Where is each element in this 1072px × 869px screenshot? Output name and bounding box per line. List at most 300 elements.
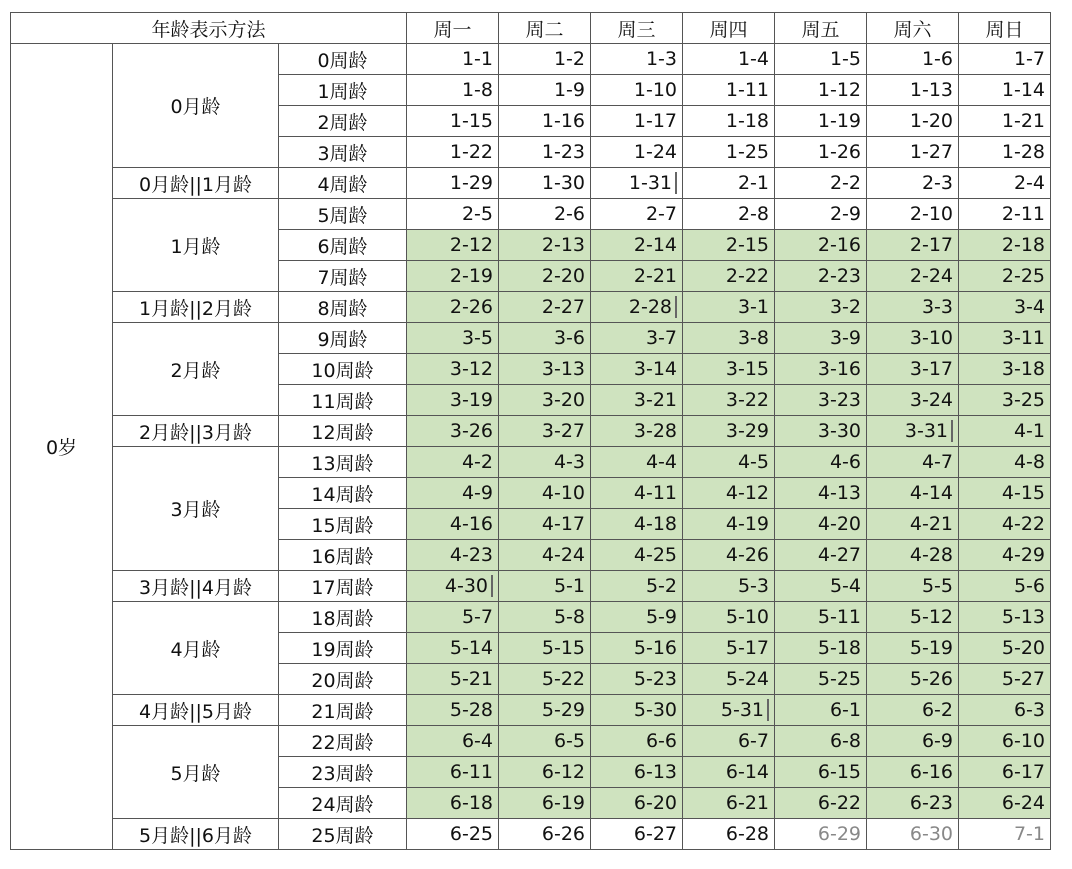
date-cell xyxy=(591,323,683,354)
date-text: 6-10 xyxy=(1001,730,1045,752)
date-cell xyxy=(591,819,683,850)
date-text: 6-6 xyxy=(645,730,677,752)
date-cell xyxy=(867,602,959,633)
date-cell xyxy=(499,571,591,602)
date-cell xyxy=(499,106,591,137)
week-age-cell: 0周龄 xyxy=(279,44,407,75)
date-cell xyxy=(959,385,1051,416)
date-text: 4-9 xyxy=(461,482,493,504)
date-cell xyxy=(683,602,775,633)
date-cell xyxy=(407,44,499,75)
date-cell xyxy=(959,664,1051,695)
date-cell xyxy=(499,602,591,633)
date-cell xyxy=(959,602,1051,633)
date-text: 1-8 xyxy=(461,79,493,101)
date-text: 3-28 xyxy=(633,420,677,442)
date-cell xyxy=(499,695,591,726)
date-text: 3-24 xyxy=(909,389,953,411)
date-text: 1-29 xyxy=(449,172,493,194)
date-cell xyxy=(683,695,775,726)
date-cell xyxy=(959,199,1051,230)
month-end-marker xyxy=(951,420,953,442)
date-text: 5-13 xyxy=(1001,606,1045,628)
date-text: 4-25 xyxy=(633,544,677,566)
date-text: 1-2 xyxy=(553,48,585,70)
date-cell xyxy=(407,416,499,447)
date-text: 4-30 xyxy=(444,574,488,597)
date-text: 3-23 xyxy=(817,389,861,411)
date-text: 4-12 xyxy=(725,482,769,504)
date-cell xyxy=(499,385,591,416)
date-cell xyxy=(867,416,959,447)
date-cell xyxy=(407,478,499,509)
date-text: 2-24 xyxy=(909,265,953,287)
date-cell xyxy=(407,137,499,168)
date-text: 4-28 xyxy=(909,544,953,566)
date-cell xyxy=(499,416,591,447)
date-text: 5-29 xyxy=(541,699,585,721)
date-text: 6-1 xyxy=(829,699,861,721)
date-text: 2-5 xyxy=(461,203,493,225)
date-cell xyxy=(591,354,683,385)
date-text: 5-24 xyxy=(725,668,769,690)
date-text: 5-7 xyxy=(461,606,493,628)
date-text: 5-6 xyxy=(1013,575,1045,597)
date-cell xyxy=(959,788,1051,819)
date-text: 4-10 xyxy=(541,482,585,504)
date-text: 3-30 xyxy=(817,420,861,442)
table-body xyxy=(11,13,1051,850)
date-cell xyxy=(591,695,683,726)
date-cell xyxy=(591,571,683,602)
date-text: 2-16 xyxy=(817,234,861,256)
month-age-cell: 1月龄 xyxy=(113,199,279,292)
date-cell xyxy=(499,354,591,385)
date-text: 2-21 xyxy=(633,265,677,287)
date-text: 3-22 xyxy=(725,389,769,411)
date-text: 5-9 xyxy=(645,606,677,628)
date-text: 6-12 xyxy=(541,761,585,783)
date-cell xyxy=(683,323,775,354)
date-cell xyxy=(867,385,959,416)
date-cell xyxy=(959,323,1051,354)
week-age-cell: 15周龄 xyxy=(279,509,407,540)
week-age-cell: 12周龄 xyxy=(279,416,407,447)
date-cell xyxy=(407,633,499,664)
date-cell xyxy=(775,447,867,478)
date-text: 3-1 xyxy=(737,296,769,318)
date-cell xyxy=(775,726,867,757)
date-cell xyxy=(591,447,683,478)
week-age-cell: 4周龄 xyxy=(279,168,407,199)
date-text: 5-5 xyxy=(921,575,953,597)
week-age-cell: 17周龄 xyxy=(279,571,407,602)
date-text: 2-20 xyxy=(541,265,585,287)
date-text: 5-11 xyxy=(817,606,861,628)
date-text: 4-16 xyxy=(449,513,493,535)
date-text: 4-3 xyxy=(553,451,585,473)
date-text: 6-14 xyxy=(725,761,769,783)
date-text: 5-31 xyxy=(720,698,764,721)
date-cell xyxy=(775,168,867,199)
date-cell xyxy=(683,540,775,571)
date-cell xyxy=(407,757,499,788)
date-text: 4-26 xyxy=(725,544,769,566)
header-row xyxy=(11,13,1051,44)
date-text: 5-27 xyxy=(1001,668,1045,690)
date-text: 4-18 xyxy=(633,513,677,535)
date-text: 2-19 xyxy=(449,265,493,287)
date-cell xyxy=(407,788,499,819)
week-age-cell: 19周龄 xyxy=(279,633,407,664)
week-age-cell: 22周龄 xyxy=(279,726,407,757)
table-row xyxy=(11,44,1051,75)
week-age-cell: 8周龄 xyxy=(279,292,407,323)
date-text: 6-28 xyxy=(725,823,769,845)
date-cell xyxy=(683,385,775,416)
date-cell xyxy=(775,757,867,788)
date-text: 1-5 xyxy=(829,48,861,70)
date-cell xyxy=(775,354,867,385)
date-text: 4-14 xyxy=(909,482,953,504)
date-cell xyxy=(591,230,683,261)
month-age-cell: 2月龄||3月龄 xyxy=(113,416,279,447)
date-text: 1-18 xyxy=(725,110,769,132)
date-text: 5-22 xyxy=(541,668,585,690)
date-cell xyxy=(775,478,867,509)
week-age-cell: 13周龄 xyxy=(279,447,407,478)
date-cell xyxy=(591,540,683,571)
date-text: 4-19 xyxy=(725,513,769,535)
date-text: 3-26 xyxy=(449,420,493,442)
week-age-cell: 25周龄 xyxy=(279,819,407,850)
date-text: 3-27 xyxy=(541,420,585,442)
date-text: 3-9 xyxy=(829,327,861,349)
week-age-cell: 10周龄 xyxy=(279,354,407,385)
date-cell xyxy=(407,75,499,106)
date-cell xyxy=(499,788,591,819)
date-cell xyxy=(683,106,775,137)
date-text: 1-19 xyxy=(817,110,861,132)
date-cell xyxy=(591,509,683,540)
date-cell xyxy=(591,788,683,819)
table-row xyxy=(11,726,1051,757)
date-text: 6-23 xyxy=(909,792,953,814)
month-age-cell: 4月龄 xyxy=(113,602,279,695)
year-age-cell: 0岁 xyxy=(11,44,113,850)
date-text: 4-17 xyxy=(541,513,585,535)
date-text: 3-7 xyxy=(645,327,677,349)
date-cell xyxy=(959,695,1051,726)
date-cell xyxy=(959,633,1051,664)
date-text: 5-14 xyxy=(449,637,493,659)
date-cell xyxy=(775,230,867,261)
date-text: 1-7 xyxy=(1013,48,1045,70)
date-cell xyxy=(683,354,775,385)
date-cell xyxy=(407,385,499,416)
date-cell xyxy=(959,168,1051,199)
week-age-cell: 5周龄 xyxy=(279,199,407,230)
date-text: 3-4 xyxy=(1013,296,1045,318)
week-age-cell: 21周龄 xyxy=(279,695,407,726)
date-cell xyxy=(591,168,683,199)
date-text: 4-29 xyxy=(1001,544,1045,566)
date-cell xyxy=(959,292,1051,323)
date-text: 5-28 xyxy=(449,699,493,721)
month-age-cell: 5月龄 xyxy=(113,726,279,819)
date-cell xyxy=(407,261,499,292)
date-text: 1-30 xyxy=(541,172,585,194)
date-cell xyxy=(591,757,683,788)
date-text: 1-14 xyxy=(1001,79,1045,101)
table-row xyxy=(11,292,1051,323)
date-cell xyxy=(775,788,867,819)
date-text: 1-17 xyxy=(633,110,677,132)
date-text: 2-1 xyxy=(737,172,769,194)
date-text: 6-9 xyxy=(921,730,953,752)
date-cell xyxy=(867,106,959,137)
header-day-tue: 周二 xyxy=(499,13,591,44)
month-age-cell: 3月龄 xyxy=(113,447,279,571)
date-cell xyxy=(867,726,959,757)
date-text: 3-17 xyxy=(909,358,953,380)
date-text: 5-25 xyxy=(817,668,861,690)
table-row xyxy=(11,695,1051,726)
week-age-cell: 14周龄 xyxy=(279,478,407,509)
date-cell xyxy=(407,540,499,571)
date-text: 1-28 xyxy=(1001,141,1045,163)
date-cell xyxy=(499,292,591,323)
date-text: 2-25 xyxy=(1001,265,1045,287)
date-text: 5-26 xyxy=(909,668,953,690)
date-cell xyxy=(407,168,499,199)
date-text: 6-24 xyxy=(1001,792,1045,814)
date-text: 6-2 xyxy=(921,699,953,721)
date-text: 6-5 xyxy=(553,730,585,752)
date-text: 1-4 xyxy=(737,48,769,70)
date-text: 4-7 xyxy=(921,451,953,473)
table-row xyxy=(11,447,1051,478)
date-cell xyxy=(499,664,591,695)
week-age-cell: 6周龄 xyxy=(279,230,407,261)
date-cell xyxy=(499,540,591,571)
date-cell xyxy=(775,137,867,168)
date-cell xyxy=(499,726,591,757)
date-text: 2-2 xyxy=(829,172,861,194)
date-cell xyxy=(591,385,683,416)
date-text: 5-16 xyxy=(633,637,677,659)
header-day-sun: 周日 xyxy=(959,13,1051,44)
date-text: 6-22 xyxy=(817,792,861,814)
date-text: 4-2 xyxy=(461,451,493,473)
date-text: 1-21 xyxy=(1001,110,1045,132)
date-cell xyxy=(867,137,959,168)
date-text: 3-12 xyxy=(449,358,493,380)
month-age-cell: 2月龄 xyxy=(113,323,279,416)
date-text: 6-26 xyxy=(541,823,585,845)
date-cell xyxy=(499,261,591,292)
date-text: 3-13 xyxy=(541,358,585,380)
date-cell xyxy=(959,354,1051,385)
date-cell xyxy=(591,261,683,292)
date-text: 2-10 xyxy=(909,203,953,225)
date-text: 3-15 xyxy=(725,358,769,380)
date-cell xyxy=(591,199,683,230)
date-text: 3-25 xyxy=(1001,389,1045,411)
date-cell xyxy=(499,323,591,354)
date-cell xyxy=(683,788,775,819)
date-cell xyxy=(959,540,1051,571)
date-text: 5-30 xyxy=(633,699,677,721)
date-text: 6-21 xyxy=(725,792,769,814)
date-text: 6-17 xyxy=(1001,761,1045,783)
date-cell xyxy=(959,757,1051,788)
date-text: 1-10 xyxy=(633,79,677,101)
date-text: 5-23 xyxy=(633,668,677,690)
date-cell xyxy=(775,540,867,571)
month-age-cell: 0月龄 xyxy=(113,44,279,168)
date-cell xyxy=(407,323,499,354)
date-text: 2-23 xyxy=(817,265,861,287)
date-text: 6-8 xyxy=(829,730,861,752)
age-week-table xyxy=(10,12,1051,850)
date-cell xyxy=(683,509,775,540)
date-cell xyxy=(683,75,775,106)
date-text: 5-3 xyxy=(737,575,769,597)
date-cell xyxy=(867,261,959,292)
date-cell xyxy=(499,44,591,75)
header-day-wed: 周三 xyxy=(591,13,683,44)
date-cell xyxy=(499,819,591,850)
date-text: 1-1 xyxy=(461,48,493,70)
date-text: 4-8 xyxy=(1013,451,1045,473)
month-age-cell: 5月龄||6月龄 xyxy=(113,819,279,850)
date-text: 2-12 xyxy=(449,234,493,256)
date-cell xyxy=(959,819,1051,850)
date-cell xyxy=(683,819,775,850)
date-cell xyxy=(407,602,499,633)
date-cell xyxy=(499,757,591,788)
date-text: 3-20 xyxy=(541,389,585,411)
date-text: 2-22 xyxy=(725,265,769,287)
date-text: 2-4 xyxy=(1013,172,1045,194)
date-cell xyxy=(867,695,959,726)
date-cell xyxy=(867,633,959,664)
month-end-marker xyxy=(767,699,769,721)
date-cell xyxy=(867,509,959,540)
date-text: 5-10 xyxy=(725,606,769,628)
table-row xyxy=(11,416,1051,447)
date-cell xyxy=(775,261,867,292)
date-cell xyxy=(959,106,1051,137)
date-cell xyxy=(591,106,683,137)
date-text: 1-6 xyxy=(921,48,953,70)
header-age-method: 年龄表示方法 xyxy=(11,13,407,44)
date-text: 5-17 xyxy=(725,637,769,659)
date-text: 5-19 xyxy=(909,637,953,659)
date-text: 3-18 xyxy=(1001,358,1045,380)
month-age-cell: 4月龄||5月龄 xyxy=(113,695,279,726)
date-cell xyxy=(959,230,1051,261)
date-text: 6-25 xyxy=(449,823,493,845)
date-text: 5-1 xyxy=(553,575,585,597)
date-cell xyxy=(499,447,591,478)
date-cell xyxy=(959,44,1051,75)
date-cell xyxy=(407,230,499,261)
date-cell xyxy=(683,292,775,323)
date-cell xyxy=(775,323,867,354)
date-text: 3-6 xyxy=(553,327,585,349)
week-age-cell: 23周龄 xyxy=(279,757,407,788)
date-text: 4-22 xyxy=(1001,513,1045,535)
table-row xyxy=(11,168,1051,199)
date-cell xyxy=(959,75,1051,106)
date-cell xyxy=(867,354,959,385)
table-row xyxy=(11,323,1051,354)
date-cell xyxy=(407,726,499,757)
date-text: 4-15 xyxy=(1001,482,1045,504)
date-cell xyxy=(591,478,683,509)
date-text: 4-5 xyxy=(737,451,769,473)
month-age-cell: 3月龄||4月龄 xyxy=(113,571,279,602)
date-cell xyxy=(775,199,867,230)
date-text: 5-8 xyxy=(553,606,585,628)
date-cell xyxy=(591,602,683,633)
date-text: 2-9 xyxy=(829,203,861,225)
date-text: 4-1 xyxy=(1013,420,1045,442)
month-age-cell: 1月龄||2月龄 xyxy=(113,292,279,323)
date-cell xyxy=(407,509,499,540)
date-cell xyxy=(499,199,591,230)
week-age-cell: 11周龄 xyxy=(279,385,407,416)
date-cell xyxy=(867,44,959,75)
date-text: 6-13 xyxy=(633,761,677,783)
week-age-cell: 16周龄 xyxy=(279,540,407,571)
date-cell xyxy=(407,695,499,726)
date-cell xyxy=(959,416,1051,447)
date-cell xyxy=(775,416,867,447)
date-text: 2-28 xyxy=(628,295,672,318)
header-day-thu: 周四 xyxy=(683,13,775,44)
date-text: 4-4 xyxy=(645,451,677,473)
header-day-fri: 周五 xyxy=(775,13,867,44)
date-cell xyxy=(775,44,867,75)
month-age-cell: 0月龄||1月龄 xyxy=(113,168,279,199)
date-text: 7-1 xyxy=(1013,823,1045,845)
date-text: 3-21 xyxy=(633,389,677,411)
date-text: 4-27 xyxy=(817,544,861,566)
date-cell xyxy=(683,44,775,75)
date-text: 3-16 xyxy=(817,358,861,380)
date-cell xyxy=(499,75,591,106)
date-cell xyxy=(683,664,775,695)
week-age-cell: 2周龄 xyxy=(279,106,407,137)
date-cell xyxy=(499,137,591,168)
date-text: 1-16 xyxy=(541,110,585,132)
table-row xyxy=(11,819,1051,850)
date-text: 6-15 xyxy=(817,761,861,783)
date-text: 4-23 xyxy=(449,544,493,566)
date-cell xyxy=(499,230,591,261)
date-text: 2-15 xyxy=(725,234,769,256)
date-text: 6-29 xyxy=(817,823,861,845)
date-cell xyxy=(775,75,867,106)
date-text: 1-24 xyxy=(633,141,677,163)
date-text: 6-30 xyxy=(909,823,953,845)
date-text: 6-7 xyxy=(737,730,769,752)
date-cell xyxy=(591,416,683,447)
date-text: 6-19 xyxy=(541,792,585,814)
